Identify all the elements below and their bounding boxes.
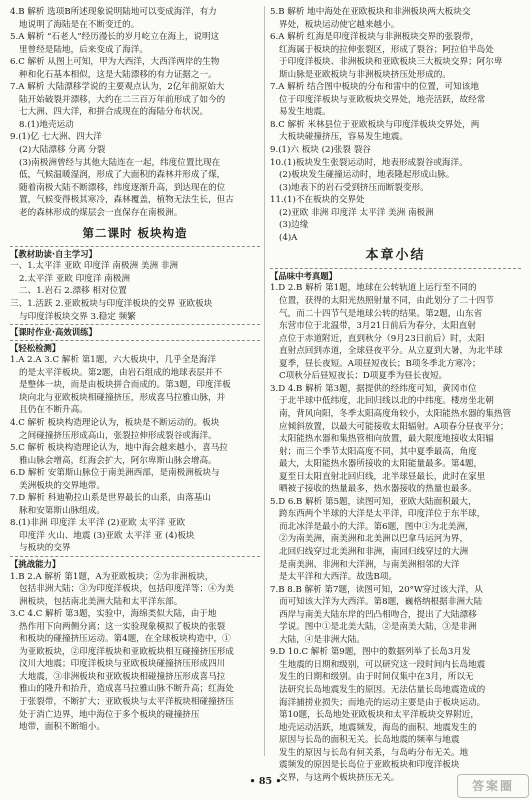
answer-line: 9.D 10.C 解析 第9题，图中的数据列举了长岛3月发 <box>270 647 471 658</box>
answer-line: 生地震的日期和级别，可以研究这一段时间内长岛地震 <box>279 659 486 670</box>
answer-line: 7.A 解析 大陆漂移学说的主要观点认为，2亿年前原始大 <box>10 82 225 93</box>
answer-line: 最大，太阳能热水器所接收的太阳能量最多。第4题， <box>279 459 483 470</box>
answer-line: 6.C 解析 从图上可知，甲为大西洋，大西洋两岸的生物 <box>10 57 220 68</box>
answer-line: 太阳能热水器和集热管相向放置，最大限度地接收太阳辐 <box>279 434 494 445</box>
answer-line: (2)大陆漂移 分离 分裂 <box>19 145 106 156</box>
answer-line: 陆开始破裂并漂移，大约在二三百万年前形成了如今的 <box>19 94 226 105</box>
section-tag: 【轻松检测】 <box>10 340 260 355</box>
answer-line: 里曾经是陆地，后来变成了海洋。 <box>19 44 148 55</box>
section-tag: 【挑战能力】 <box>10 556 260 571</box>
answer-line: 3.D 4.B 解析 第3题，据提供的经纬度可知，黄冈市位 <box>270 383 477 394</box>
answer-line: 直射点回到赤道，全球昼夜平分。从立夏到大暑，为北半球 <box>279 346 503 357</box>
answer-line: 雅山脉会增高，红海会扩大，阿尔卑斯山脉会增高。 <box>19 455 217 466</box>
answer-line: 的是太平洋板块。第2题，由岩石组成的地球表层并不 <box>19 367 223 378</box>
answer-line: 种和化石基本相似，这是大陆漂移的有力证据之一。 <box>19 69 217 80</box>
answer-line: 1.A 2.A 3.C 解析 第1题，六大板块中，几乎全是海洋 <box>10 355 217 366</box>
answer-line: 之间碰撞挤压形成高山，张裂拉伸形成裂谷或海洋。 <box>19 430 217 441</box>
answer-line: (3)边缘 <box>279 220 309 231</box>
answer-line: 射；而三个季节太阳高度不同，其中夏季最高，角度 <box>279 446 477 457</box>
answer-line: 4.C 解析 板块构造理论认为，板块是不断运动的。板块 <box>10 417 220 428</box>
answer-line: 7.A 解析 结合图中板块的分布和雷中的位置，可知该地 <box>270 82 479 93</box>
section-title: 第二课时 板块构造 <box>82 226 188 241</box>
answer-line: 处于消亡边界，地中海位于多个板块的碰撞挤压 <box>19 709 200 720</box>
answer-line: (2)板块发生碰撞运动时，地表隆起形成山脉。 <box>279 170 455 181</box>
section-tag: 【品味中考真题】 <box>270 268 521 283</box>
answer-line: 和板块的碰撞挤压运动。第4题，在全球板块构造中，① <box>19 634 231 645</box>
answer-line: 第10题，长岛地处亚欧板块和太平洋板块交界附近， <box>279 710 479 721</box>
answer-line: 美洲板块的交界地带。 <box>19 480 105 491</box>
answer-line: 11.(1)不在板块的交界处 <box>270 195 365 206</box>
answer-line: 大板块碰撞挤压，容易发生地震。 <box>279 132 408 143</box>
answer-line: 点位于赤道附近，直到秋分（9月23日前后）时，太阳 <box>279 333 485 344</box>
answer-page <box>10 6 521 794</box>
answer-line: 而可知该大洋为大西洋。第8题，巍格纳根据非洲大陆 <box>279 597 483 608</box>
right-column <box>270 6 521 784</box>
answer-line: 晒被子接收的热量最多，热水器接收的热量也最多。 <box>279 484 477 495</box>
answer-line: 5.A 解析 “石老人”经历漫长的岁月屹立在海上，说明这 <box>10 32 220 43</box>
answer-line: 夏季，昼长夜短。A项昼短夜长；B项冬季北方寒冷； <box>279 358 481 369</box>
answer-line: 气，而二十四节气是地球公转的结果。第2题，山东省 <box>279 308 483 319</box>
answer-line: 三、1.活跃 2.亚欧板块与印度洋板块的交界 亚欧板块 <box>10 299 213 310</box>
chapter-summary-title: 本章小结 <box>365 248 426 264</box>
answer-line: 雅山的隆升和抬升，造成喜马拉雅山脉不断升高；红海处 <box>19 684 234 695</box>
answer-line: 9.(1)六 板块 (2)张裂 裂谷 <box>270 145 371 156</box>
answer-line: 二、1.岩石 2.漂移 相对位置 <box>19 286 127 297</box>
answer-line: 法研究长岛地震发生的原因。无法估量长岛地震造成的 <box>279 684 486 695</box>
watermark-logo: 答案圈 <box>457 774 529 798</box>
answer-line: 易发生地震。 <box>279 107 331 118</box>
answer-line: (2)亚欧 非洲 印度洋 太平洋 美洲 南极洲 <box>279 207 434 218</box>
answer-line: 斯山脉是亚欧板块与非洲板块挤压处形成的。 <box>279 69 451 80</box>
page-number: • 85 • <box>249 776 282 787</box>
answer-line: 洲板块，包括南北美洲大陆和太平洋东部。 <box>19 596 183 607</box>
answer-line: 1.B 2.A 解析 第1题，A为亚欧板块；②为非洲板块， <box>10 571 214 582</box>
answer-line: 置，气候变得极其寒冷，森林覆盖，植物无法生长，但古 <box>19 195 234 206</box>
answer-line: 大地震，③非洲板块和亚欧板块相碰撞挤压形成喜马拉 <box>19 671 226 682</box>
answer-line: 块向北与亚欧板块相碰撞挤压，形成喜马拉雅山脉，并 <box>19 392 226 403</box>
answer-line: 北回归线穿过北美洲和非洲，南回归线穿过的大洲 <box>279 546 469 557</box>
answer-line: 5.C 解析 板块构造理论认为，地中海会越来越小，喜马拉 <box>10 443 228 454</box>
answer-line: 是整体一块，而是由板块拼合而成的。第3题，印度洋板 <box>19 380 231 391</box>
answer-line: 7.D 解析 科迪勒拉山系是世界最长的山系，由落基山 <box>10 493 212 504</box>
answer-line: 原因与长岛的面积无关。长岛地震的频率与地震 <box>279 735 460 746</box>
answer-line: 热作用下向两侧分离；这一实验现象模拟了板块的张裂 <box>19 621 226 632</box>
section-tag: 【教材助读·自主学习】 <box>10 246 260 261</box>
answer-line: 地带，面积不断缩小。 <box>19 722 105 733</box>
answer-line: 8.(1)非洲 印度洋 太平洋 (2)亚欧 太平洋 亚欧 <box>10 518 186 529</box>
answer-line: 于北半球中低纬度，北回归线以北的中纬度。楼房坐北朝 <box>279 396 494 407</box>
answer-line: C项秋分后昼短夜长；D项夏季为昼长夜短。 <box>279 371 448 382</box>
answer-line: 七大洲、四大洋，和拼合成现在的海陆分布状况。 <box>19 107 209 118</box>
answer-line: 10.(1)板块发生张裂运动时，地表形成裂谷或海洋。 <box>270 157 468 168</box>
answer-line: (3)南极洲曾经与其他大陆连在一起，纬度位置比现在 <box>19 157 221 168</box>
answer-line: 西岸与南美大陆东岸的凹凸相吻合，提出了大陆漂移 <box>279 609 477 620</box>
answer-line: 学说。图中①是北美大陆，②是南美大陆，③是非洲 <box>279 622 477 633</box>
answer-line: 脉和安第斯山脉组成。 <box>19 505 105 516</box>
answer-line: 与印度洋板块交界 3.稳定 频繁 <box>19 311 136 322</box>
answer-line: 震频发的原因是长岛位于亚欧板块和印度洋板块 <box>279 760 460 771</box>
answer-line: 3.C 4.C 解析 第3题，实验中，海绵类似大陆，由于地 <box>10 609 217 620</box>
column-divider <box>264 6 265 756</box>
answer-line: 4.B 解析 选项B所述现象说明陆地可以变成海洋，有力 <box>10 7 217 17</box>
answer-line: (3)地表下的岩石受到挤压而断裂变形。 <box>279 182 429 193</box>
answer-line: 随着南极大陆不断漂移，纬度逐渐升高，到达现在的位 <box>19 182 226 193</box>
answer-line: 应倾斜放置，以最大可能接收太阳辐射。A项春分昼夜平分； <box>279 421 509 432</box>
answer-line: 红海属于板块的拉伸张裂区，形成了裂谷；阿拉伯半岛处 <box>279 44 494 55</box>
section-tag: 【课时作业·高效训练】 <box>10 324 260 339</box>
answer-line: 1.D 2.B 解析 第1题，地球在公转轨道上运行至不同的 <box>270 283 477 294</box>
answer-line: 印度洋 火山、地震 (3)亚欧 太平洋 亚 (4)板块 <box>19 530 195 541</box>
answer-line: 2.太平洋 亚欧 印度洋 南极洲 <box>19 273 130 284</box>
answer-line: 发生的原因与长岛有何关系，与岛屿分布无关。地 <box>279 747 469 758</box>
answer-line: 地说明了海陆是在不断变迁的。 <box>19 19 140 30</box>
answer-line: (4)A <box>279 232 298 243</box>
answer-line: 跨东西两个半球的大洋是太平洋，印度洋位于东半球， <box>279 509 486 520</box>
answer-line: 低，气候温暖湿润，形成了大面积的森林并形成了煤， <box>19 170 226 181</box>
answer-line: 夏至日太阳直射北回归线，北半球昼最长，此时在家里 <box>279 471 486 482</box>
answer-line: 大陆，④是非洲大陆。 <box>279 634 365 645</box>
answer-line: 是太平洋和大西洋。故选B项。 <box>279 572 398 583</box>
answer-line: 8.C 解析 米林县位于亚欧板块与印度洋板块交界处，两 <box>270 119 480 130</box>
answer-line: 6.A 解析 红海是印度洋板块与非洲板块交界的张裂带， <box>270 32 479 43</box>
answer-line: 汶川大地震；印度洋板块与亚欧板块碰撞挤压形成四川 <box>19 659 226 670</box>
answer-line: 而北冰洋是最小的大洋。第6题，图中①为北美洲， <box>279 521 474 532</box>
answer-line: 界处，板块运动使它越来越小。 <box>279 19 400 30</box>
answer-line: 7.B 8.B 解析 第7题，读图可知，20°W穿过该大洋，从 <box>270 584 483 595</box>
answer-line: 位于印度洋板块与亚欧板块交界处，地壳活跃，故经常 <box>279 94 486 105</box>
answer-line: 老的森林形成的煤层会一直保存在南极洲。 <box>19 207 183 218</box>
answer-line: 交界，与这两个板块挤压无关。 <box>279 772 400 783</box>
answer-line: 海洋捕捞业损失；而地壳的运动主要是由于板块运动。 <box>279 697 486 708</box>
answer-line: 是南美洲、非洲和大洋洲，与南美洲相邻的大洋 <box>279 559 460 570</box>
answer-line: 5.D 6.B 解析 第5题，读图可知，亚欧大陆面积最大， <box>270 496 477 507</box>
answer-line: 于张裂带，不断扩大；亚欧板块与太平洋板块相碰撞挤压 <box>19 696 234 707</box>
answer-line: 一、1.太平洋 亚欧 印度洋 南极洲 美洲 非洲 <box>10 261 178 272</box>
answer-line: 东营市位于北温带，3月21日前后为春分，太阳直射 <box>279 321 476 332</box>
answer-line: 发生的日期和级别。由于时间仅集中在3月，所以无 <box>279 672 474 683</box>
answer-line: 与板块的交界 <box>19 543 71 554</box>
answer-line: 南，背风向阳，冬季太阳高度角较小，太阳能热水器的集热管 <box>279 408 512 419</box>
answer-line: 包括非洲大陆；③为印度洋板块，包括印度洋等；④为美 <box>19 584 234 595</box>
answer-line: 5.B 解析 地中海处在亚欧板块和非洲板块两大板块交 <box>270 7 471 17</box>
answer-line: 为亚欧板块，②印度洋板块和亚欧板块相互碰撞挤压形成 <box>19 646 234 657</box>
answer-line: 位置，获得的太阳光热照射量不同，由此划分了二十四节 <box>279 296 494 307</box>
answer-line: 9.(1)亿 七大洲、四大洋 <box>10 132 102 143</box>
answer-line: ②为南美洲，南美洲和北美洲以巴拿马运河为界， <box>279 534 469 545</box>
answer-line: 于印度洋板块、非洲板块和亚欧板块三大板块交界；阿尔卑 <box>279 57 503 68</box>
answer-line: 且仍在不断升高。 <box>19 405 88 416</box>
answer-line: 8.(1)地壳运动 <box>19 119 74 130</box>
left-column <box>10 6 260 734</box>
answer-line: 6.D 解析 安第斯山脉位于南美洲西部，是南极洲板块与 <box>10 468 220 479</box>
answer-line: 地壳运动活跃，地震频发，海岛的面积、地震发生的 <box>279 722 477 733</box>
